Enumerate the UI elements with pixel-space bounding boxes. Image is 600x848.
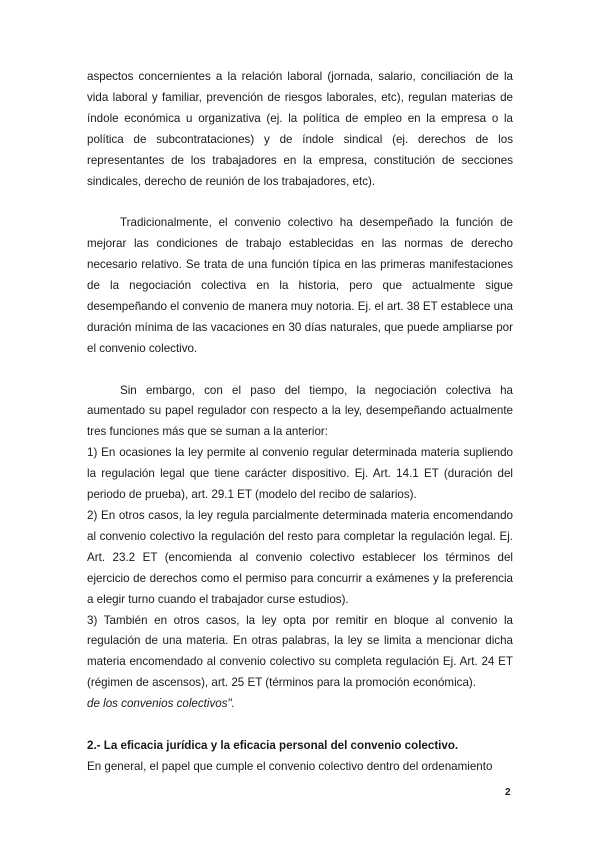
list-item-2: 2) En otros casos, la ley regula parcialmente determinada materia encomendando al convenio colectivo la regulación del resto para completar la regulación legal. Ej. Art. 23.2 ET (encomienda al convenio colectivo establecer los términos del ejercicio de derechos como el permiso para concurrir a exámenes y la preferencia a elegir turno cuando el trabajador curse estudios). <box>87 509 513 606</box>
paragraph-en-general: En general, el papel que cumple el convenio colectivo dentro del ordenamiento <box>87 759 493 773</box>
paragraph-continuation: aspectos concernientes a la relación laboral (jornada, salario, conciliación de la vida laboral y familiar, prevención de riesgos laborales, etc), regulan materias de índole económica u organizativa (ej. la política de empleo en la empresa o la política de subcontrataciones) y de índole sindical (ej. derechos de los representantes de los trabajadores en la empresa, constitución de secciones sindicales, derecho de reunión de los trabajadores, etc). <box>87 70 513 188</box>
list-item-3: 3) También en otros casos, la ley opta por remitir en bloque al convenio la regulación de una materia. En otras palabras, la ley se limita a mencionar dicha materia encomendado al convenio colectivo su completa regulación Ej. Art. 24 ET (régimen de ascensos), art. 25 ET (términos para la promoción económica). <box>87 613 513 690</box>
page-number: 2 <box>505 787 511 798</box>
paragraph-tradicionalmente: Tradicionalmente, el convenio colectivo ha desempeñado la función de mejorar las condiciones de trabajo establecidas en las normas de derecho necesario relativo. Se trata de una función típica en las primeras manifestaciones de la negociación colectiva en la historia, pero que actualmente sigue desempeñando el convenio de manera muy notoria. Ej. el art. 38 ET establece una duración mínima de las vacaciones en 30 días naturales, que puede ampliarse por el convenio colectivo. <box>87 216 513 355</box>
document-body <box>87 67 513 778</box>
paragraph-sin-embargo: Sin embargo, con el paso del tiempo, la negociación colectiva ha aumentado su papel regulador con respecto a la ley, desempeñando actualmente tres funciones más que se suman a la anterior: <box>87 383 513 439</box>
section-heading: 2.- La eficacia jurídica y la eficacia personal del convenio colectivo. <box>87 738 459 752</box>
trailing-quote: de los convenios colectivos". <box>87 697 235 711</box>
list-item-1: 1) En ocasiones la ley permite al convenio regular determinada materia supliendo la regulación legal que tiene carácter dispositivo. Ej. Art. 14.1 ET (duración del periodo de prueba), art. 29.1 ET (modelo del recibo de salarios). <box>87 446 513 502</box>
